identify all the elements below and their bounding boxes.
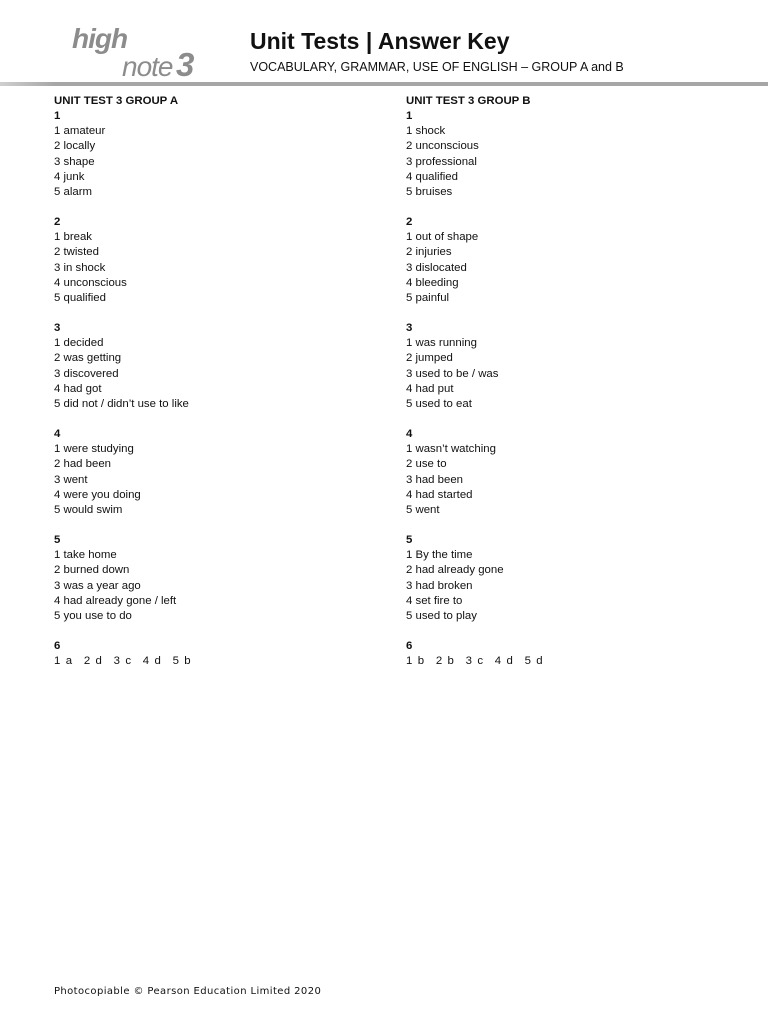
- section-number: 5: [406, 534, 413, 547]
- answer-item: 3 professional: [406, 155, 477, 168]
- section-number: 1: [54, 110, 61, 123]
- letter-answer: 5 b: [172, 655, 192, 668]
- section-number: 3: [54, 322, 61, 335]
- group-b-column: [406, 94, 726, 684]
- answer-item: 4 had started: [406, 488, 473, 501]
- answer-item: 5 did not / didn’t use to like: [54, 397, 189, 410]
- section-number: 6: [406, 640, 413, 653]
- section-number: 5: [54, 534, 61, 547]
- answer-item: 3 was a year ago: [54, 579, 141, 592]
- answer-item: 5 bruises: [406, 185, 453, 198]
- answer-section: [406, 321, 726, 412]
- answer-item: 5 used to play: [406, 609, 477, 622]
- column-heading: UNIT TEST 3 GROUP A: [54, 95, 179, 107]
- answer-item: 3 dislocated: [406, 261, 467, 274]
- answer-item: 4 qualified: [406, 170, 458, 183]
- answer-item: 4 bleeding: [406, 276, 459, 289]
- answer-section: [54, 639, 374, 669]
- answer-item: 1 amateur: [54, 125, 106, 138]
- section-number: 2: [54, 216, 61, 229]
- answer-item: 4 junk: [54, 170, 85, 183]
- answer-item: 2 jumped: [406, 352, 453, 365]
- letter-answer: 2 d: [83, 655, 103, 668]
- answer-section: [54, 533, 374, 624]
- answer-item: 3 shape: [54, 155, 95, 168]
- answer-item: 1 decided: [54, 337, 104, 350]
- column-heading: UNIT TEST 3 GROUP B: [406, 95, 531, 107]
- answer-item: 5 alarm: [54, 185, 92, 198]
- logo-line2: note: [122, 51, 173, 80]
- answer-section: [406, 427, 726, 518]
- answer-section: [406, 639, 726, 669]
- answer-item: 1 break: [54, 231, 92, 244]
- answer-item: 1 out of shape: [406, 231, 479, 244]
- section-number: 4: [406, 428, 413, 441]
- answer-section: [406, 109, 726, 200]
- answer-item: 2 burned down: [54, 564, 130, 577]
- copyright-footer: Photocopiable © Pearson Education Limited 2020: [54, 986, 322, 997]
- answer-section: [54, 109, 374, 200]
- letter-answer: 1 a: [54, 655, 73, 668]
- answer-section: [54, 427, 374, 518]
- answer-item: 4 had got: [54, 382, 102, 395]
- answer-item: 3 discovered: [54, 367, 119, 380]
- section-number: 2: [406, 216, 413, 229]
- answer-section: [54, 321, 374, 412]
- letter-answer: 4 d: [494, 655, 514, 668]
- letter-answer: 4 d: [142, 655, 162, 668]
- answer-item: 2 had already gone: [406, 564, 504, 577]
- answer-item: 4 had put: [406, 382, 454, 395]
- answer-section: [54, 215, 374, 306]
- answer-item: 5 you use to do: [54, 609, 132, 622]
- section-number: 1: [406, 110, 413, 123]
- answer-item: 3 used to be / was: [406, 367, 499, 380]
- answer-item: 1 was running: [406, 337, 477, 350]
- answer-item: 1 wasn’t watching: [406, 443, 496, 456]
- letter-answer: 1 b: [406, 655, 425, 668]
- answer-item: 1 shock: [406, 125, 446, 138]
- answer-section: [406, 215, 726, 306]
- letter-answers-row: [54, 654, 374, 669]
- header-divider: [0, 82, 768, 86]
- answer-item: 5 qualified: [54, 291, 106, 304]
- answer-item: 3 had been: [406, 473, 464, 486]
- answer-item: 4 had already gone / left: [54, 594, 177, 607]
- answer-item: 2 had been: [54, 458, 112, 471]
- answer-item: 1 take home: [54, 549, 117, 562]
- answer-item: 2 unconscious: [406, 140, 479, 153]
- logo-number: 3: [176, 46, 195, 80]
- letter-answer: 3 c: [113, 655, 132, 668]
- page-title: Unit Tests | Answer Key: [250, 28, 510, 54]
- answer-item: 1 By the time: [406, 549, 473, 562]
- section-number: 6: [54, 640, 61, 653]
- answer-item: 2 was getting: [54, 352, 122, 365]
- answer-item: 4 set fire to: [406, 594, 463, 607]
- answer-item: 5 used to eat: [406, 397, 472, 410]
- section-number: 4: [54, 428, 61, 441]
- answer-section: [406, 533, 726, 624]
- high-note-3-logo: [72, 24, 208, 80]
- letter-answers-row: [406, 654, 726, 669]
- letter-answer: 2 b: [435, 655, 455, 668]
- answer-item: 3 in shock: [54, 261, 106, 274]
- group-a-column: [54, 94, 374, 684]
- answer-item: 3 had broken: [406, 579, 473, 592]
- letter-answer: 5 d: [524, 655, 544, 668]
- letter-answer: 3 c: [465, 655, 484, 668]
- answer-item: 4 unconscious: [54, 276, 127, 289]
- answer-item: 5 went: [406, 503, 440, 516]
- answer-item: 1 were studying: [54, 443, 134, 456]
- answer-item: 2 injuries: [406, 246, 452, 259]
- answer-item: 2 use to: [406, 458, 447, 471]
- page-subtitle: VOCABULARY, GRAMMAR, USE OF ENGLISH – GROUP A and B: [250, 60, 624, 74]
- answer-item: 3 went: [54, 473, 88, 486]
- answer-item: 5 would swim: [54, 503, 123, 516]
- answer-item: 5 painful: [406, 291, 450, 304]
- answer-item: 4 were you doing: [54, 488, 141, 501]
- section-number: 3: [406, 322, 413, 335]
- answer-item: 2 twisted: [54, 246, 99, 259]
- answer-item: 2 locally: [54, 140, 96, 153]
- logo-line1: high: [72, 24, 128, 54]
